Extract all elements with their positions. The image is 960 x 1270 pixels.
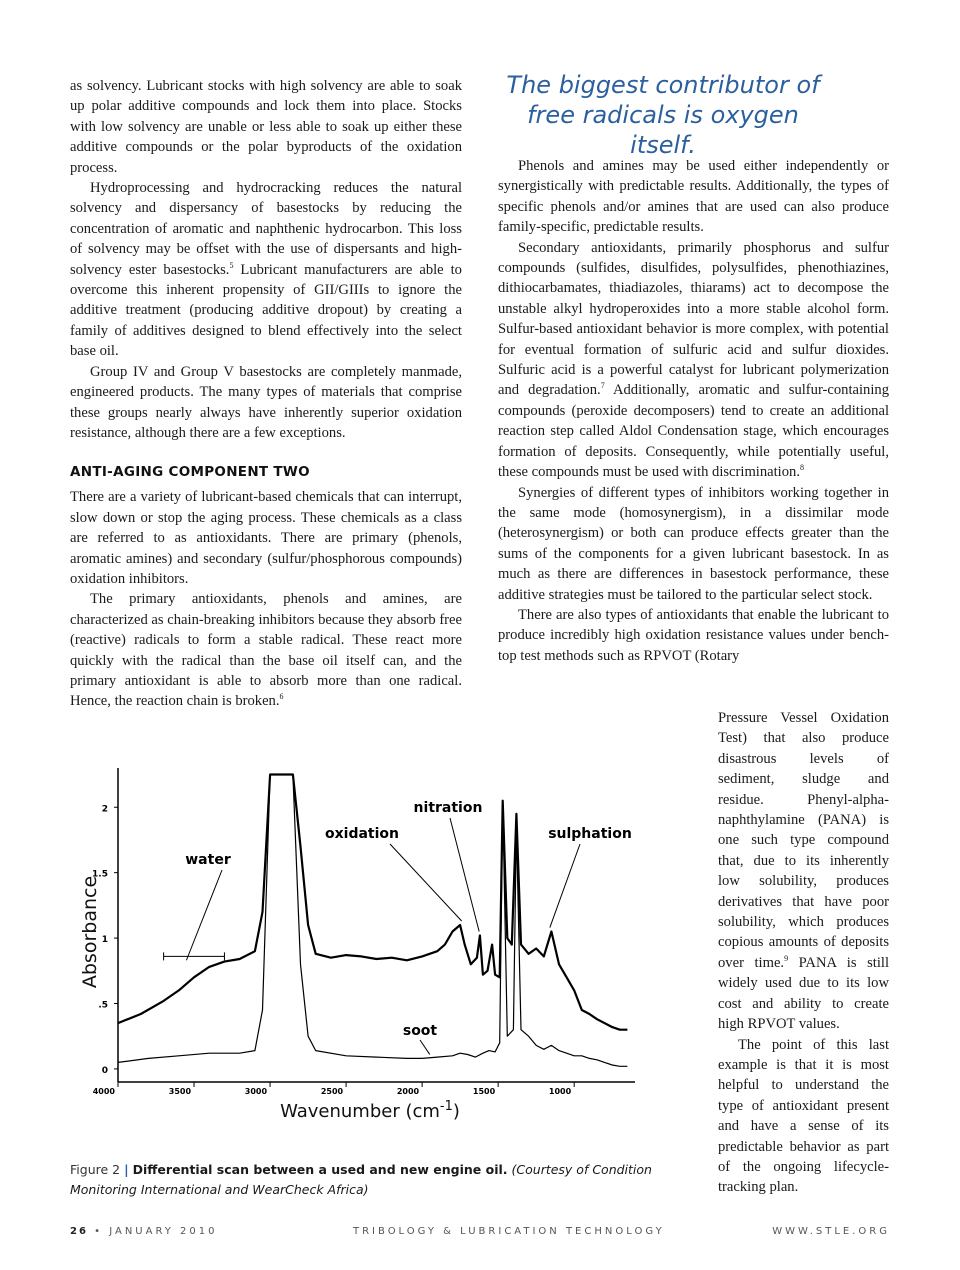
annotation-nitration: nitration bbox=[413, 800, 483, 816]
x-tick-group bbox=[93, 1082, 574, 1096]
x-tick-label: 4000 bbox=[92, 1087, 115, 1096]
y-tick-label: .5 bbox=[98, 1000, 108, 1011]
annotation-pointer-nitration bbox=[450, 818, 479, 931]
x-tick-label: 1500 bbox=[472, 1087, 496, 1096]
annotation-pointer-water bbox=[186, 870, 222, 960]
paragraph-text: The point of this last example is that it is most helpful to understand the type of antioxidant present and have a sense of its predictable behavior as part of the ongoing lifecycle-tracking plan. bbox=[718, 1036, 889, 1196]
body-paragraph bbox=[498, 605, 889, 666]
paragraph-text: PANA is still widely used due to its low cost and ability to create high RPVOT values. bbox=[718, 954, 890, 1033]
figure-caption bbox=[70, 1160, 660, 1200]
footer-bullet: • bbox=[94, 1226, 104, 1237]
figure-label: Figure 2 bbox=[70, 1162, 121, 1177]
body-paragraph bbox=[70, 76, 462, 178]
pull-quote: The biggest contributor of free radicals is oxygen itself. bbox=[506, 71, 820, 159]
paragraph-text: as solvency. Lubricant stocks with high solvency are able to soak up polar additive compounds and lock them into place. Stocks with low solvency are unable or less able to soak up either these additive compounds or the polar byproducts of the oxidation process. bbox=[70, 78, 462, 176]
paragraph-text: Additionally, aromatic and sulfur-containing compounds (peroxide decomposers) tend to create an additional reaction step called Aldol Condensation stage, which encourages formation of deposits. Consequently, while potentially useful, these compounds must be used with discrimination. bbox=[498, 382, 889, 481]
y-tick-label: 0 bbox=[101, 1065, 108, 1076]
figure-credit: (Courtesy of Condition Monitoring International and WearCheck Africa) bbox=[70, 1162, 652, 1197]
x-axis-label bbox=[280, 1099, 460, 1122]
annotation-sulphation: sulphation bbox=[548, 826, 632, 842]
issue-date: JANUARY 2010 bbox=[109, 1226, 218, 1237]
left-column bbox=[70, 76, 462, 712]
x-tick-label: 3000 bbox=[244, 1087, 268, 1096]
publication-name: TRIBOLOGY & LUBRICATION TECHNOLOGY bbox=[353, 1226, 665, 1237]
annotation-soot: soot bbox=[402, 1023, 438, 1039]
right-column bbox=[498, 156, 889, 666]
paragraph-text: Synergies of different types of inhibitors working together in the same mode (homosynergism), in a dissimilar mode (heterosynergism) or both can produce effects greater than the sums of the components for a given lubricant basestock. In as much as there are differences in basestock performance, these additive strategies must be tailored to the particular select stock. bbox=[498, 484, 889, 603]
annotation-oxidation: oxidation bbox=[325, 826, 399, 842]
body-paragraph bbox=[498, 238, 889, 483]
body-paragraph bbox=[70, 487, 462, 589]
paragraph-text: Lubricant manufacturers are able to overcome this inherent propensity of GII/GIIIs to ignore the additive treatment (producing additive dropout) by creating a family of additives designed to blend effectively into the select base oil. bbox=[70, 261, 462, 360]
y-tick-label: 1 bbox=[101, 935, 108, 946]
annotation-group bbox=[164, 800, 632, 1054]
reference-number: 5 bbox=[229, 260, 234, 270]
paragraph-text: The primary antioxidants, phenols and amines, are characterized as chain-breaking inhibitors because they absorb free (reactive) radicals to form a stable radical. These react more quickly with the radical than the base oil itself can, and the primary antioxidant is able to absorb more than one radical. Hence, the reaction chain is broken. bbox=[70, 591, 462, 710]
y-tick-label: 2 bbox=[101, 804, 108, 815]
x-axis-label-main: Wavenumber (cm bbox=[280, 1101, 440, 1122]
x-tick-label: 1000 bbox=[548, 1087, 572, 1096]
absorbance-chart bbox=[70, 760, 640, 1130]
annotation-pointer-soot bbox=[420, 1040, 430, 1054]
y-axis-label: Absorbance bbox=[79, 875, 101, 989]
website-link[interactable]: WWW.STLE.ORG bbox=[772, 1226, 890, 1237]
annotation-water: water bbox=[185, 852, 231, 868]
x-axis-label-end: ) bbox=[452, 1101, 460, 1122]
x-tick-label: 3500 bbox=[168, 1087, 192, 1096]
reference-number: 6 bbox=[279, 692, 284, 702]
series-line-new-oil bbox=[118, 775, 627, 1067]
reference-number: 8 bbox=[799, 463, 804, 473]
page-number: 26 bbox=[70, 1226, 88, 1237]
paragraph-text: Pressure Vessel Oxidation Test) that also produce disastrous levels of sediment, sludge and residue. Phenyl-alpha-naphthylamine (PANA) is one such type compound that, due to its inherently low solubility, produces derivatives that have poor solubility, which produces copious amounts of deposits over time. bbox=[718, 710, 889, 971]
figure-chart bbox=[70, 760, 640, 1130]
body-paragraph bbox=[70, 362, 462, 444]
figure-title: Differential scan between a used and new engine oil. bbox=[132, 1162, 508, 1177]
right-narrow-column bbox=[718, 708, 889, 1198]
paragraph-text: There are a variety of lubricant-based chemicals that can interrupt, slow down or stop the aging process. These chemicals as a class are referred to as antioxidants. There are primary (phenols, aromatic amines) and secondary (sulfur/phosphorous compounds) oxidation inhibitors. bbox=[70, 489, 462, 587]
y-tick-label: 1.5 bbox=[92, 869, 108, 880]
paragraph-text: There are also types of antioxidants that enable the lubricant to produce incredibly high oxidation resistance values under bench-top test methods such as RPVOT (Rotary bbox=[498, 606, 889, 664]
paragraph-text: Group IV and Group V basestocks are completely manmade, engineered products. The many types of materials that comprise these groups nearly always have inherently superior oxidation resistance, although there are a few exceptions. bbox=[70, 363, 462, 441]
annotation-pointer-oxidation bbox=[390, 844, 462, 921]
caption-separator: | bbox=[124, 1162, 129, 1177]
body-paragraph bbox=[498, 156, 889, 238]
body-paragraph bbox=[718, 1035, 889, 1198]
reference-number: 9 bbox=[784, 954, 789, 964]
body-paragraph bbox=[718, 708, 889, 1035]
body-paragraph bbox=[498, 483, 889, 605]
series-line-used-oil bbox=[118, 775, 627, 1030]
x-tick-label: 2500 bbox=[320, 1087, 344, 1096]
annotation-pointer-sulphation bbox=[550, 844, 580, 928]
paragraph-text: Secondary antioxidants, primarily phosphorus and sulfur compounds (sulfides, disulfides, polysulfides, phenothiazines, dithiocarbamates, thiadiazoles, thiarams) act to decompose the unstable alkyl hydroperoxides into a more stable alcohol form. Sulfur-based antioxidant behavior is more complex, with potential for eventual formation of sulfuric acid and sulfur dioxides. Sulfuric acid is a powerful catalyst for lubricant polymerization and degradation. bbox=[498, 239, 889, 399]
paragraph-text: Phenols and amines may be used either independently or synergistically with predictable results. Additionally, the types of specific phenols and/or amines that are used can also produce family-specific, predictable results. bbox=[498, 158, 889, 236]
section-heading: ANTI-AGING COMPONENT TWO bbox=[70, 464, 310, 481]
x-axis-label-sup: -1 bbox=[439, 1099, 453, 1114]
body-paragraph bbox=[70, 178, 462, 362]
x-tick-label: 2000 bbox=[396, 1087, 420, 1096]
page-footer bbox=[70, 1226, 890, 1242]
body-paragraph bbox=[70, 589, 462, 711]
reference-number: 7 bbox=[600, 381, 605, 391]
water-bracket bbox=[164, 952, 225, 960]
paragraph-text: Hydroprocessing and hydrocracking reduces the natural solvency and dispersancy of basestocks by reducing the concentration of aromatic and naphthenic hydrocarbon. This loss of solvency may be offset with the use of dispersants and high-solvency ester basestocks. bbox=[70, 180, 462, 278]
